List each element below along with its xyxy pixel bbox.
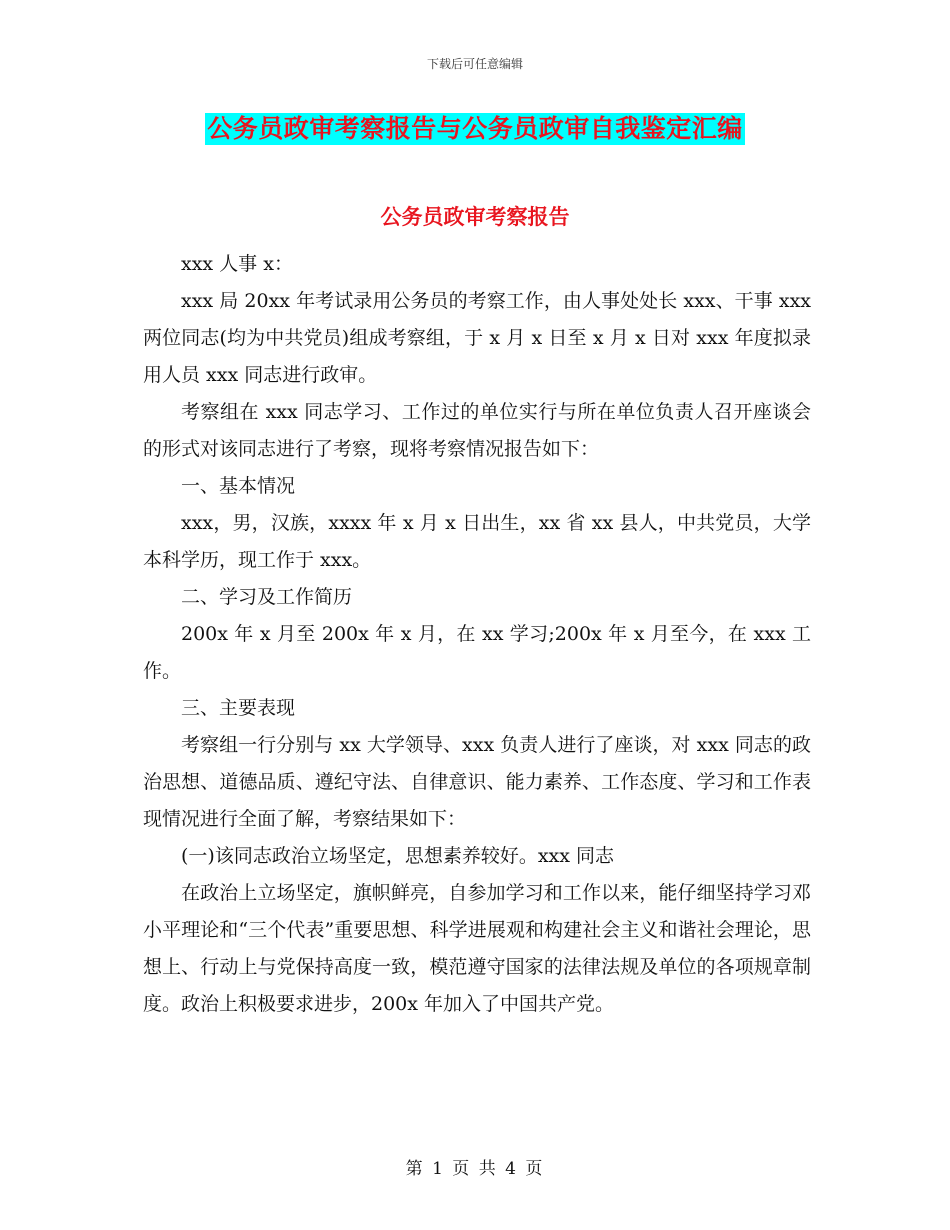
document-body — [143, 246, 811, 1023]
page-number-footer: 第 1 页 共 4 页 — [405, 1159, 545, 1179]
paragraph: xxx 局 20xx 年考试录用公务员的考察工作，由人事处处长 xxx、干事 xxx 两位同志(均为中共党员)组成考察组，于 x 月 x 日至 x 月 x 日对 xxx 年度拟录用人员 xxx 同志进行政审。 — [143, 290, 811, 386]
paragraph: 考察组一行分别与 xx 大学领导、xxx 负责人进行了座谈，对 xxx 同志的政治思想、道德品质、遵纪守法、自律意识、能力素养、工作态度、学习和工作表现情况进行全面了解，考察结果如下： — [143, 734, 811, 830]
paragraph: 200x 年 x 月至 200x 年 x 月，在 xx 学习;200x 年 x 月至今，在 xxx 工作。 — [143, 623, 811, 682]
paragraph: (一)该同志政治立场坚定，思想素养较好。xxx 同志 — [181, 845, 615, 867]
sub-title: 公务员政审考察报告 — [380, 205, 570, 229]
main-title-container — [0, 113, 950, 145]
paragraph: xxx，男，汉族，xxxx 年 x 月 x 日出生，xx 省 xx 县人，中共党员，大学本科学历，现工作于 xxx。 — [143, 512, 811, 571]
paragraph: 考察组在 xxx 同志学习、工作过的单位实行与所在单位负责人召开座谈会的形式对该同志进行了考察，现将考察情况报告如下： — [143, 401, 811, 460]
section-heading: 三、主要表现 — [181, 697, 296, 719]
section-heading: 一、基本情况 — [181, 475, 296, 497]
main-title: 公务员政审考察报告与公务员政审自我鉴定汇编 — [207, 114, 743, 143]
paragraph: xxx 人事 x： — [181, 253, 293, 275]
section-heading: 二、学习及工作简历 — [181, 586, 353, 608]
header-note: 下载后可任意编辑 — [426, 57, 523, 71]
paragraph: 在政治上立场坚定，旗帜鲜亮，自参加学习和工作以来，能仔细坚持学习邓小平理论和“三个代表”重要思想、科学进展观和构建社会主义和谐社会理论，思想上、行动上与党保持高度一致，模范遵守国家的法律法规及单位的各项规章制度。政治上积极要求进步，200x 年加入了中国共产党。 — [143, 882, 811, 1015]
